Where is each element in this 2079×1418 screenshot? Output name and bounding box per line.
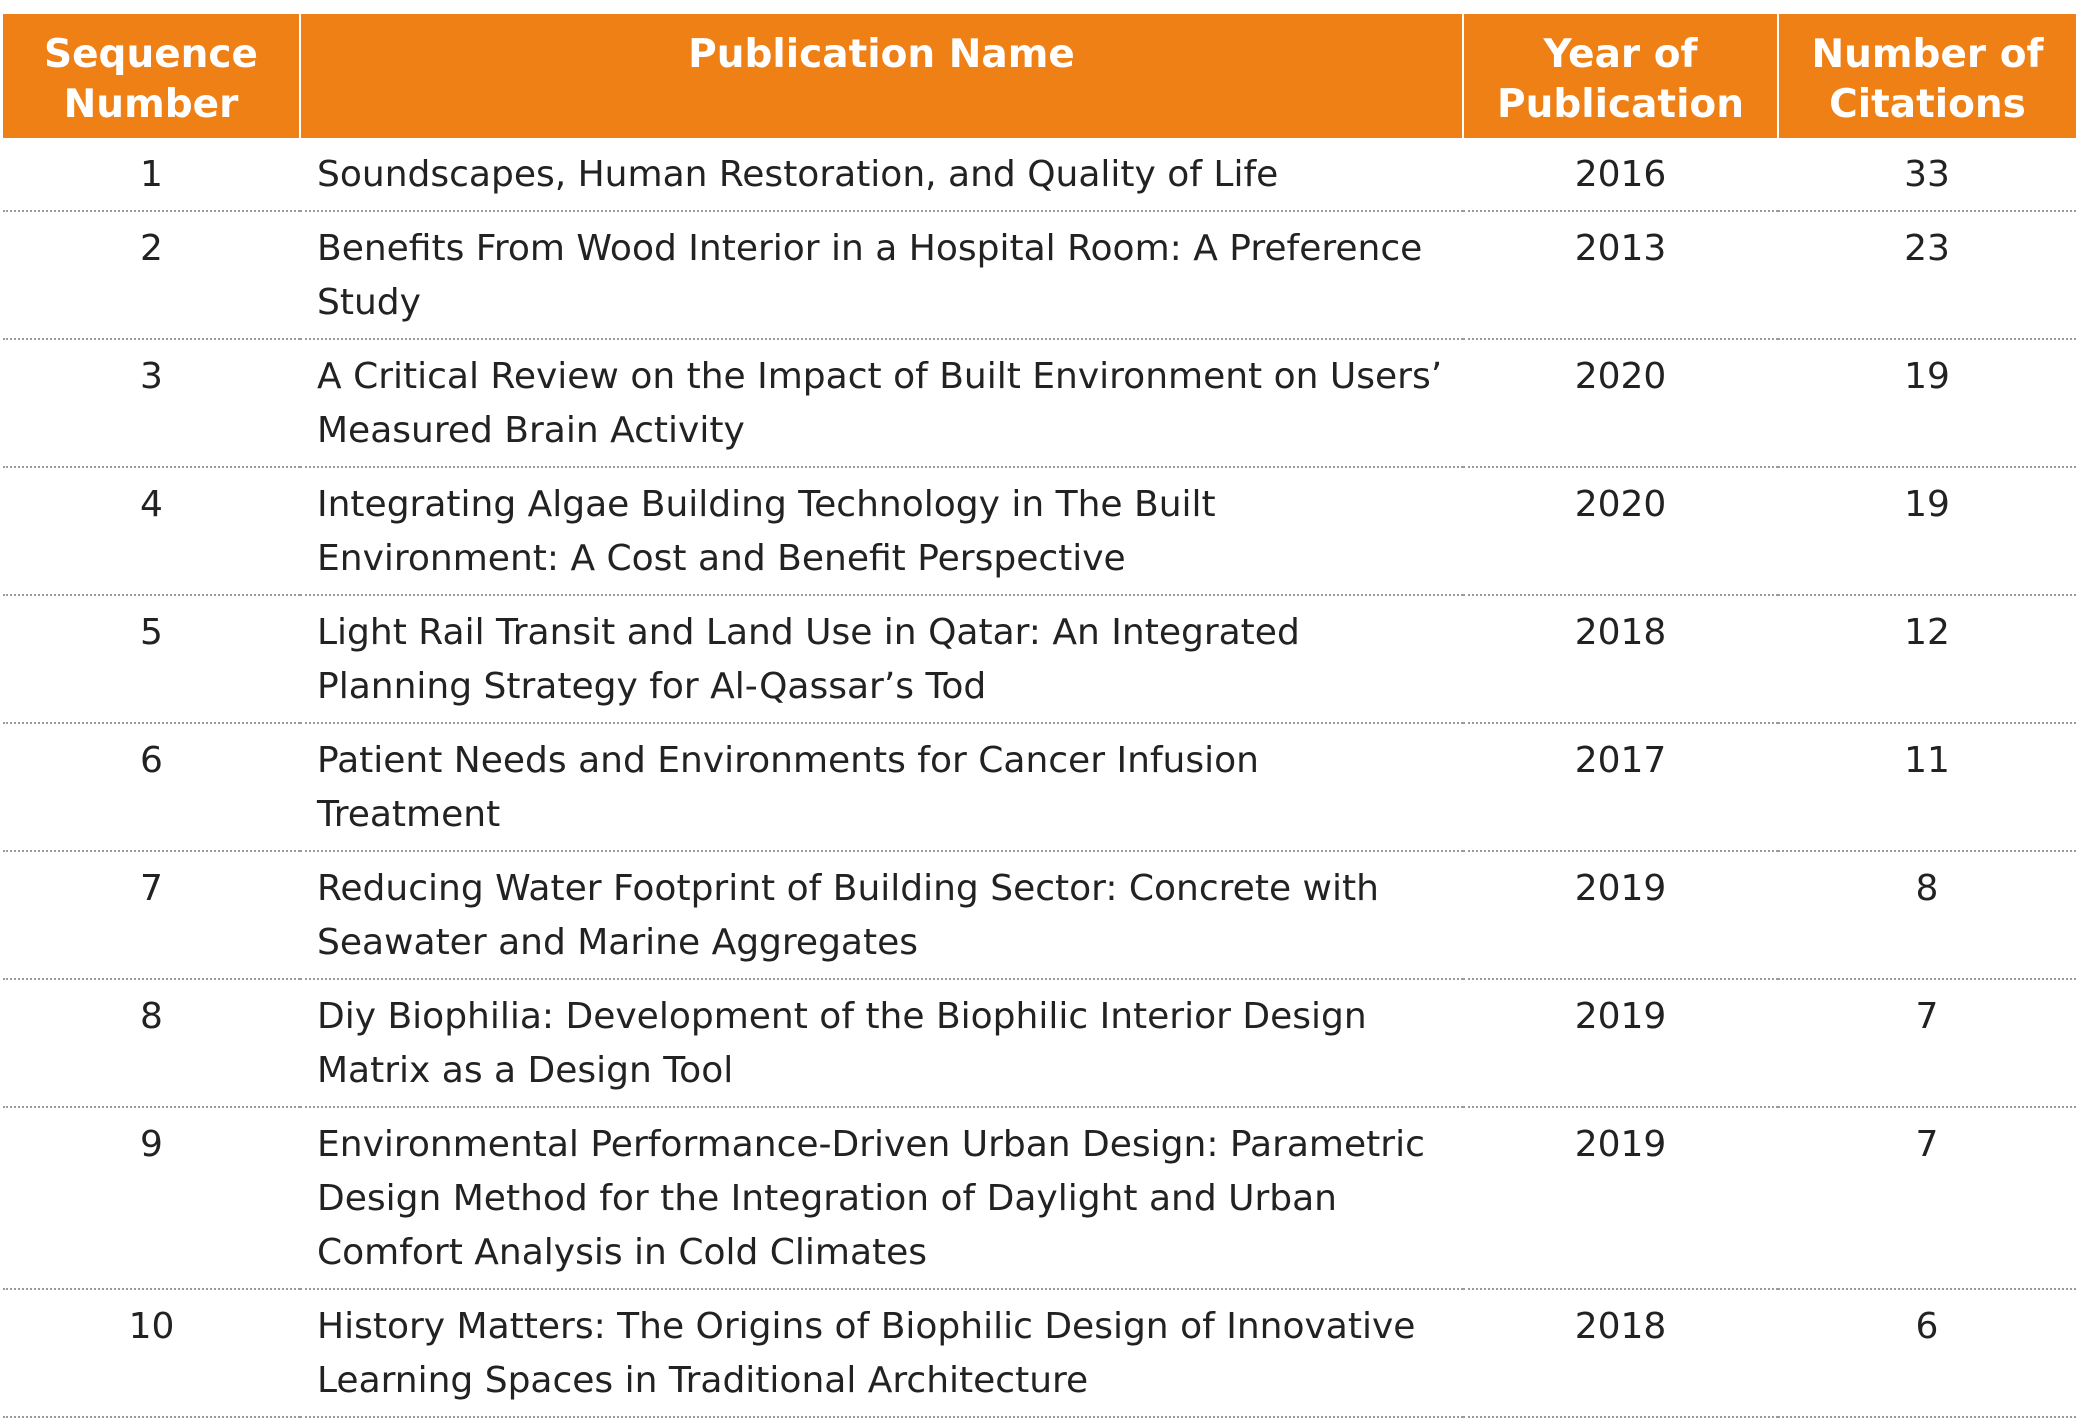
table-row — [3, 1107, 2076, 1289]
sequence-cell: 1 — [3, 138, 300, 211]
table-row — [3, 979, 2076, 1107]
citations-cell: 7 — [1778, 979, 2076, 1107]
year-cell: 2020 — [1463, 339, 1778, 467]
sequence-cell: 8 — [3, 979, 300, 1107]
year-cell: 2016 — [1463, 138, 1778, 211]
table-row — [3, 723, 2076, 851]
publication-name-cell: Benefits From Wood Interior in a Hospital Room: A Preference Study — [300, 211, 1463, 339]
year-cell: 2019 — [1463, 979, 1778, 1107]
publication-name-cell: Reducing Water Footprint of Building Sector: Concrete with Seawater and Marine Aggregates — [300, 851, 1463, 979]
table-row — [3, 595, 2076, 723]
year-cell: 2019 — [1463, 1107, 1778, 1289]
year-cell: 2018 — [1463, 1289, 1778, 1417]
citations-cell: 11 — [1778, 723, 2076, 851]
year-cell: 2017 — [1463, 723, 1778, 851]
publication-name-cell: History Matters: The Origins of Biophilic Design of Innovative Learning Spaces in Traditional Architecture — [300, 1289, 1463, 1417]
citations-cell: 7 — [1778, 1107, 2076, 1289]
publication-name-cell: Light Rail Transit and Land Use in Qatar: An Integrated Planning Strategy for Al-Qassar’s Tod — [300, 595, 1463, 723]
sequence-cell: 4 — [3, 467, 300, 595]
publications-table — [3, 14, 2076, 1418]
year-cell: 2018 — [1463, 595, 1778, 723]
sequence-cell: 2 — [3, 211, 300, 339]
citations-cell: 8 — [1778, 851, 2076, 979]
citations-cell: 12 — [1778, 595, 2076, 723]
table-body — [3, 138, 2076, 1417]
table-row — [3, 138, 2076, 211]
citations-cell: 6 — [1778, 1289, 2076, 1417]
publication-name-cell: Patient Needs and Environments for Cancer Infusion Treatment — [300, 723, 1463, 851]
sequence-cell: 5 — [3, 595, 300, 723]
header-row — [3, 14, 2076, 138]
year-cell: 2020 — [1463, 467, 1778, 595]
header-year-of-publication: Year of Publication — [1463, 14, 1778, 138]
citations-cell: 23 — [1778, 211, 2076, 339]
publication-name-cell: A Critical Review on the Impact of Built Environment on Users’ Measured Brain Activity — [300, 339, 1463, 467]
publications-table-container — [3, 14, 2076, 1418]
header-number-of-citations: Number of Citations — [1778, 14, 2076, 138]
publication-name-cell: Diy Biophilia: Development of the Biophilic Interior Design Matrix as a Design Tool — [300, 979, 1463, 1107]
table-row — [3, 211, 2076, 339]
table-header — [3, 14, 2076, 138]
sequence-cell: 6 — [3, 723, 300, 851]
table-row — [3, 467, 2076, 595]
sequence-cell: 7 — [3, 851, 300, 979]
citations-cell: 33 — [1778, 138, 2076, 211]
header-publication-name: Publication Name — [300, 14, 1463, 138]
publication-name-cell: Integrating Algae Building Technology in The Built Environment: A Cost and Benefit Perspective — [300, 467, 1463, 595]
year-cell: 2013 — [1463, 211, 1778, 339]
citations-cell: 19 — [1778, 467, 2076, 595]
table-row — [3, 1289, 2076, 1417]
sequence-cell: 3 — [3, 339, 300, 467]
sequence-cell: 9 — [3, 1107, 300, 1289]
year-cell: 2019 — [1463, 851, 1778, 979]
table-row — [3, 851, 2076, 979]
header-sequence-number: Sequence Number — [3, 14, 300, 138]
publication-name-cell: Soundscapes, Human Restoration, and Quality of Life — [300, 138, 1463, 211]
citations-cell: 19 — [1778, 339, 2076, 467]
publication-name-cell: Environmental Performance-Driven Urban Design: Parametric Design Method for the Integration of Daylight and Urban Comfort Analysis in Cold Climates — [300, 1107, 1463, 1289]
table-row — [3, 339, 2076, 467]
sequence-cell: 10 — [3, 1289, 300, 1417]
